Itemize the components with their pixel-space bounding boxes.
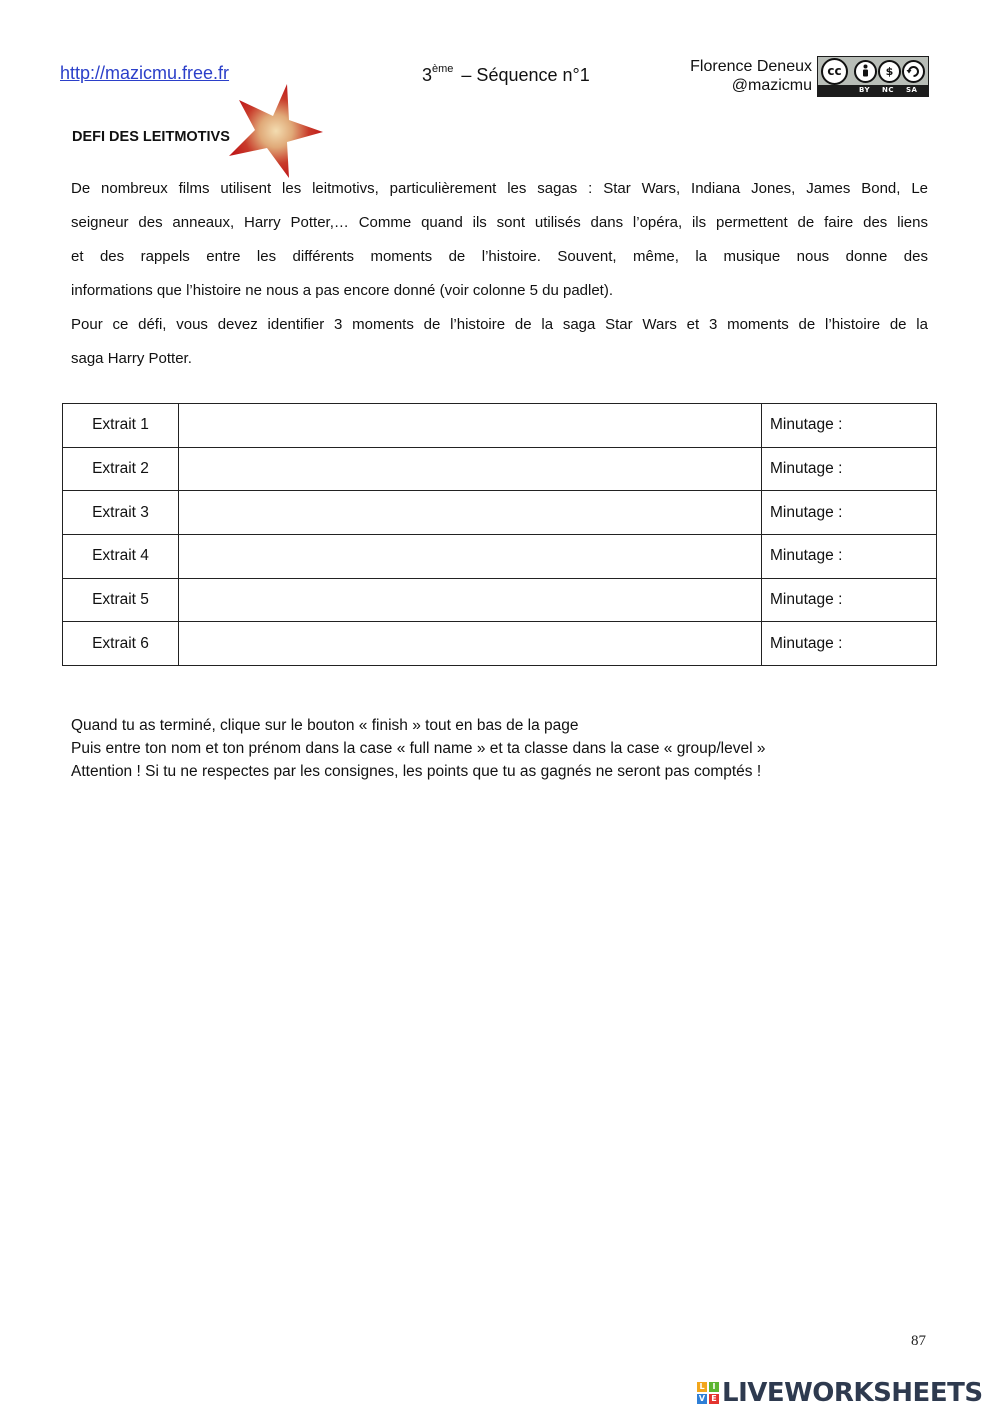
extrait-answer-field[interactable] — [179, 622, 762, 666]
author-block — [690, 57, 812, 95]
cc-license-badge — [817, 56, 929, 97]
extrait-label: Extrait 4 — [63, 535, 179, 579]
timing-field[interactable]: Minutage : — [762, 535, 937, 579]
intro-line-3: et des rappels entre les différents moments de l’histoire. Souvent, même, la musique nous donne des — [71, 248, 928, 265]
challenge-line-2: saga Harry Potter. — [71, 350, 192, 367]
person-icon — [854, 60, 877, 83]
table-row — [63, 535, 937, 579]
intro-line-1: De nombreux films utilisent les leitmotivs, particulièrement les sagas : Star Wars, Indiana Jones, James Bond, Le — [71, 180, 928, 197]
instruction-line-2: Puis entre ton nom et ton prénom dans la case « full name » et ta classe dans la case « group/level » — [71, 740, 766, 757]
table-row — [63, 404, 937, 448]
logo-squares — [697, 1382, 719, 1404]
author-name: Florence Deneux — [690, 58, 812, 75]
extrait-label: Extrait 5 — [63, 578, 179, 622]
extraits-table — [62, 403, 937, 666]
extrait-answer-field[interactable] — [179, 404, 762, 448]
table-row — [63, 491, 937, 535]
table-row — [63, 622, 937, 666]
timing-field[interactable]: Minutage : — [762, 491, 937, 535]
license-label-sa: SA — [906, 86, 918, 94]
extrait-label: Extrait 2 — [63, 447, 179, 491]
level-superscript: ème — [432, 63, 454, 75]
extrait-answer-field[interactable] — [179, 535, 762, 579]
table-row — [63, 578, 937, 622]
logo-text: LIVEWORKSHEETS — [722, 1378, 983, 1408]
instruction-line-3: Attention ! Si tu ne respectes par les consignes, les points que tu as gagnés ne seront pas comptés ! — [71, 763, 762, 780]
liveworksheets-logo — [697, 1376, 983, 1410]
author-handle: @mazicmu — [731, 77, 812, 94]
cc-icon: cc — [821, 58, 848, 85]
timing-field[interactable]: Minutage : — [762, 404, 937, 448]
logo-square: I — [709, 1382, 719, 1392]
extrait-answer-field[interactable] — [179, 447, 762, 491]
star-icon — [225, 82, 325, 180]
intro-line-2: seigneur des anneaux, Harry Potter,… Comme quand ils sont utilisés dans l’opéra, ils permettent de faire des liens — [71, 214, 928, 231]
site-link[interactable]: http://mazicmu.free.fr — [60, 63, 230, 83]
license-label-by: BY — [859, 86, 871, 94]
extrait-answer-field[interactable] — [179, 578, 762, 622]
logo-square: V — [698, 1394, 706, 1403]
timing-field[interactable]: Minutage : — [762, 447, 937, 491]
extrait-answer-field[interactable] — [179, 491, 762, 535]
logo-square: E — [709, 1394, 719, 1404]
non-commercial-icon: $ — [878, 60, 901, 83]
share-alike-icon — [902, 60, 925, 83]
extrait-label: Extrait 6 — [63, 622, 179, 666]
page-title: DEFI DES LEITMOTIVS — [72, 129, 230, 145]
instruction-line-1: Quand tu as terminé, clique sur le bouton « finish » tout en bas de la page — [71, 717, 579, 734]
timing-field[interactable]: Minutage : — [762, 578, 937, 622]
logo-square: L — [697, 1382, 707, 1392]
level-number: 3 — [422, 65, 433, 85]
challenge-line-1: Pour ce défi, vous devez identifier 3 moments de l’histoire de la saga Star Wars et 3 moments de l’histoire de la — [71, 316, 928, 333]
sequence-label: – Séquence n°1 — [461, 65, 590, 85]
sequence-heading — [422, 63, 590, 86]
page-number: 87 — [911, 1333, 926, 1349]
extrait-label: Extrait 3 — [63, 491, 179, 535]
table-row — [63, 447, 937, 491]
timing-field[interactable]: Minutage : — [762, 622, 937, 666]
extrait-label: Extrait 1 — [63, 404, 179, 448]
intro-line-4: informations que l’histoire ne nous a pas encore donné (voir colonne 5 du padlet). — [71, 282, 614, 299]
license-label-nc: NC — [882, 86, 894, 94]
